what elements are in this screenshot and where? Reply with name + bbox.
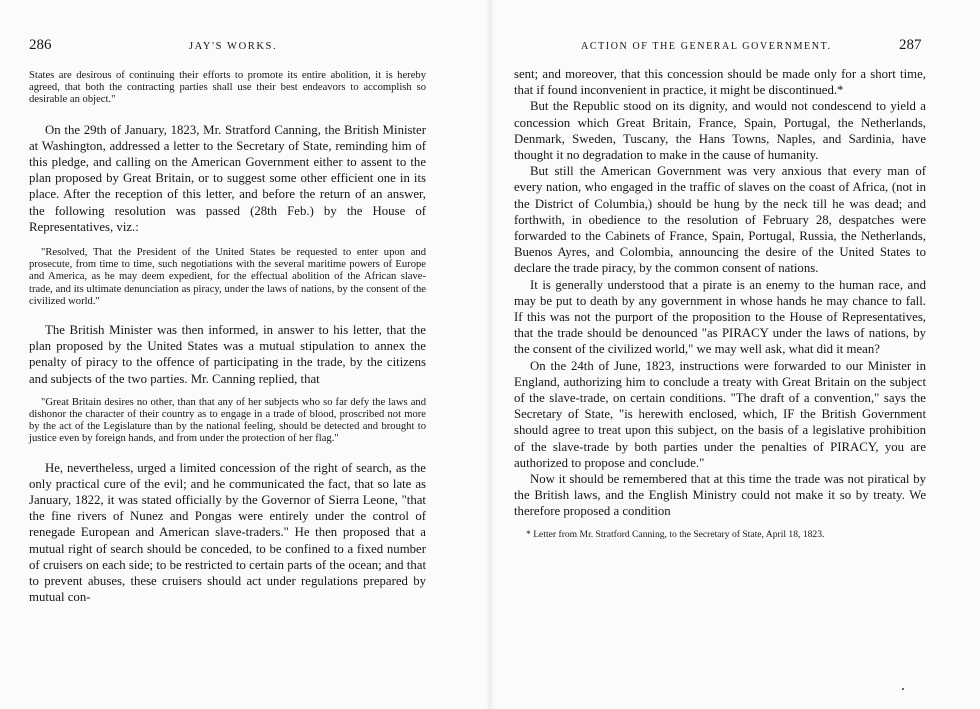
paragraph-pirate-enemy: It is generally understood that a pirate is an enemy to the human race, and may be put to death by any government in whose hands he may chance to fall. If this was not the purport of the proposition to the House of Representatives, that the trade should be denounced "as PIRACY under the laws of nations, by the consent of the civilized world," we may well ask, what did it mean? (514, 277, 926, 357)
treaty-quote-continued: States are desirous of continuing their efforts to promote its entire abolition, it is hereby agreed, that both the contracting parties shall use their best endeavors to accomplish so desirable an object." (29, 70, 426, 106)
paragraph-concession-end: sent; and moreover, that this concession should be made only for a short time, that if found inconvenient in practice, it might be discontinued.* (514, 67, 926, 98)
paragraph-republic-dignity: But the Republic stood on its dignity, and would not condescend to yield a concession which Great Britain, France, Spain, Portugal, the Netherlands, Denmark, Sweden, Tuscany, the Hans Towns, Naples, and Sardinia, have thought it no degradation to make in the cause of humanity. (514, 99, 926, 163)
left-running-head: JAY'S WORKS. (189, 41, 278, 52)
house-resolution-quote: "Resolved, That the President of the United States be requested to enter upon and prosecute, from time to time, such negotiations with the several maritime powers of Europe and America, as he may deem expedient, for the effectual abolition of the African slave-trade, and its ultimate denunciation as piracy, under the laws of nations, by the consent of the civilized world." (29, 247, 426, 307)
right-running-head: ACTION OF THE GENERAL GOVERNMENT. (581, 41, 832, 52)
paragraph-not-piratical: Now it should be remembered that at this time the trade was not piratical by the British laws, and the English Ministry could not make it so by treaty. We therefore proposed a condition (514, 472, 926, 519)
paragraph-canning-letter: On the 29th of January, 1823, Mr. Stratford Canning, the British Minister at Washington, addressed a letter to the Secretary of State, reminding him of this pledge, and calling on the American Government either to assent to the plan proposed by Great Britain, or to suggest some other efficient one in its place. After the reception of this letter, and before the return of an answer, the following resolution was passed (28th Feb.) by the House of Representatives, viz.: (29, 122, 426, 234)
great-britain-quote: "Great Britain desires no other, than that any of her subjects who so far defy the laws and dishonor the character of their country as to engage in a trade of blood, proscribed not more by the act of the Legislature than by the national feeling, should be detected and brought to justice even by foreign hands, and from under the protection of her flag." (29, 396, 426, 445)
paragraph-american-government: But still the American Government was very anxious that every man of every nation, who engaged in the traffic of slaves on the coast of Africa, (not in the District of Columbia,) should be hung by the neck till he was dead; and forthwith, in obedience to the resolution of February 28, despatches were forwarded to the Cabinets of France, Spain, Portugal, Russia, the Netherlands, Buenos Ayres, and Colombia, announcing the desire of the United States to declare the trade piracy, by the common consent of nations. (514, 164, 926, 276)
right-page-number: 287 (899, 37, 922, 53)
right-page (490, 0, 980, 709)
paragraph-right-of-search: He, nevertheless, urged a limited concession of the right of search, as the only practical cure of the evil; and he communicated the fact, that so late as January, 1822, it was stated officially by the Governor of Sierra Leone, "that the fine rivers of Nunez and Pongas were entirely under the control of renegade European and American slave-traders." He then proposed that a mutual right of search should be conceded, to be confined to a fixed number of cruisers on each side; to be restricted to certain parts of the ocean; and that to prevent abuses, these cruisers should act under regulations prepared by mutual con- (29, 460, 426, 605)
left-page-number: 286 (29, 37, 52, 53)
footnote: * Letter from Mr. Stratford Canning, to the Secretary of State, April 18, 1823. (526, 528, 825, 540)
paragraph-british-minister: The British Minister was then informed, in answer to his letter, that the plan proposed by the United States was a mutual stipulation to annex the penalty of piracy to the offence of participating in the trade, by the citizens and subjects of the two parties. Mr. Canning replied, that (29, 323, 426, 386)
paragraph-instructions-june: On the 24th of June, 1823, instructions were forwarded to our Minister in England, authorizing him to conclude a treaty with Great Britain on the subject of the slave-trade, on certain conditions. "The draft of a convention," says the Secretary of State, "is herewith enclosed, which, IF the British Government should agree to treat upon this subject, on the basis of a legislative prohibition of the slave-trade by both parties under the penalties of PIRACY, you are authorized to propose and conclude." (514, 358, 926, 470)
print-speck (902, 688, 904, 690)
